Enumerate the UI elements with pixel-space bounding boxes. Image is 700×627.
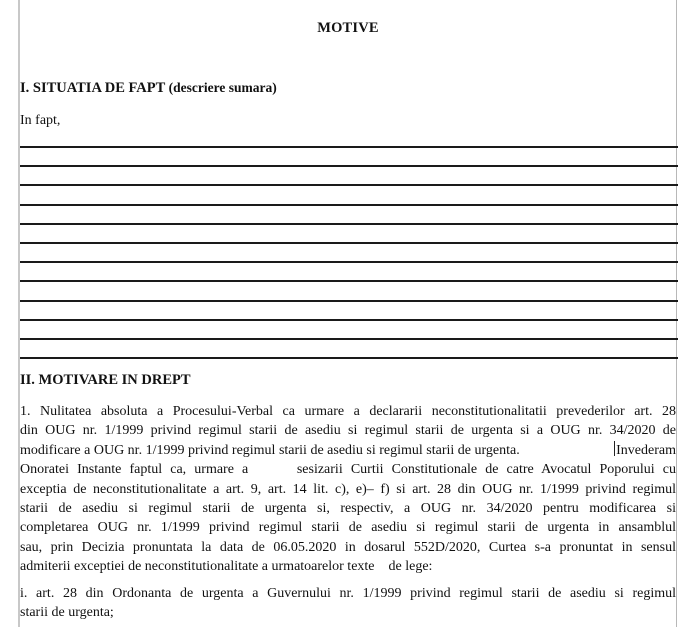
fill-line [20, 319, 678, 321]
document-page[interactable] [20, 0, 676, 627]
paragraph-1 [20, 402, 676, 577]
paragraph-line [20, 441, 676, 460]
paragraph-line: starii de urgenta; [20, 605, 114, 621]
paragraph-line: exceptia de neconstitutionalitate a art. 9, art. 14 lit. c), e)– f) si art. 28 din OUG nr. 1/1999 privind regimul [20, 481, 676, 497]
paragraph-line: i. art. 28 din Ordonanta de urgenta a Guvernului nr. 1/1999 privind regimul starii de asediu si regimul [20, 586, 676, 601]
paragraph-2 [20, 584, 676, 623]
fill-line [20, 261, 678, 263]
section-2-heading: II. MOTIVARE IN DREPT [20, 372, 191, 388]
paragraph-line-tail [614, 441, 676, 460]
section-1-intro: In fapt, [20, 113, 61, 128]
page-border-right [676, 0, 677, 627]
fill-line [20, 280, 678, 282]
section-1-heading-text: I. SITUATIA DE FAPT [20, 80, 166, 96]
fill-line [20, 146, 678, 148]
fill-line [20, 242, 678, 244]
paragraph-line: sau, prin Decizia pronuntata la data de 06.05.2020 in dosarul 552D/2020, Curtea s-a pronuntat in sensul [20, 539, 676, 555]
fill-line [20, 300, 678, 302]
paragraph-line: 1. Nulitatea absoluta a Procesului-Verbal ca urmare a declararii neconstitutionalitatii prevederilor art. 28 [20, 404, 676, 419]
text-cursor [614, 441, 615, 456]
fill-line [20, 338, 678, 340]
paragraph-line: admiterii exceptiei de neconstitutionalitate a urmatoarelor texte de lege: [20, 559, 433, 575]
section-1-subheading: (descriere sumara) [168, 80, 277, 95]
paragraph-line: din OUG nr. 1/1999 privind regimul starii de asediu si regimul starii de urgenta si a OUG nr. 34/2020 de [20, 423, 676, 439]
document-title: MOTIVE [317, 20, 379, 36]
section-1-heading [20, 80, 277, 97]
fill-line [20, 165, 678, 167]
paragraph-line-tail-text: Invederam [616, 442, 676, 458]
fill-line [20, 357, 678, 359]
fill-line [20, 204, 678, 206]
paragraph-line: Onoratei Instante faptul ca, urmare a sesizarii Curtii Constitutionale de catre Avocatul Poporului cu [20, 462, 676, 478]
paragraph-line: starii de asediu si regimul starii de urgenta si, respectiv, a OUG nr. 34/2020 pentru modificarea si [20, 501, 676, 517]
paragraph-line-text: modificare a OUG nr. 1/1999 privind regimul starii de asediu si regimul starii de urgenta. [20, 442, 520, 458]
fill-line [20, 184, 678, 186]
paragraph-line: completarea OUG nr. 1/1999 privind regimul starii de asediu si regimul starii de urgenta in ansamblul [20, 520, 676, 536]
fill-line [20, 223, 678, 225]
